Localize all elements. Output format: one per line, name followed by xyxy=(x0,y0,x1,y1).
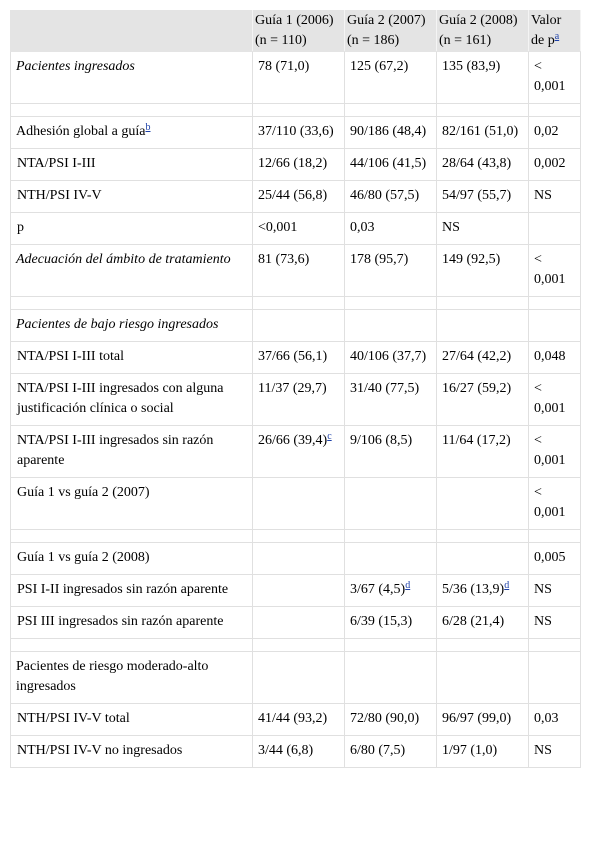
table-row xyxy=(11,149,581,181)
cell-guia1: 37/110 (33,6) xyxy=(253,117,345,149)
cell-guia2-2008: 16/27 (59,2) xyxy=(437,374,529,426)
cell-guia1: 3/44 (6,8) xyxy=(253,736,345,768)
row-label: p xyxy=(11,213,253,245)
header-row xyxy=(11,11,581,52)
cell-p-value: NS xyxy=(529,181,581,213)
row-label: NTH/PSI IV-V xyxy=(11,181,253,213)
cell-guia1: <0,001 xyxy=(253,213,345,245)
table-row xyxy=(11,426,581,478)
cell-p-value: 0,02 xyxy=(529,117,581,149)
section-row xyxy=(11,310,581,342)
footnote-a-link[interactable]: a xyxy=(554,31,560,42)
cell-guia1: 11/37 (29,7) xyxy=(253,374,345,426)
cell-guia2-2007: 9/106 (8,5) xyxy=(345,426,437,478)
cell-p-value: NS xyxy=(529,736,581,768)
cell-p-value: 0,002 xyxy=(529,149,581,181)
cell-guia2-2007: 90/186 (48,4) xyxy=(345,117,437,149)
header-guia2-2007: Guía 2 (2007) (n = 186) xyxy=(345,11,437,52)
row-label: Pacientes ingresados xyxy=(11,52,253,104)
cell-guia2-2008: NS xyxy=(437,213,529,245)
cell-guia2-2008: 149 (92,5) xyxy=(437,245,529,297)
row-label: Guía 1 vs guía 2 (2008) xyxy=(11,543,253,575)
table-row xyxy=(11,736,581,768)
cell-guia1: 41/44 (93,2) xyxy=(253,704,345,736)
cell-guia2-2007: 125 (67,2) xyxy=(345,52,437,104)
row-label: PSI III ingresados sin razón aparente xyxy=(11,607,253,639)
cell-guia2-2008: 96/97 (99,0) xyxy=(437,704,529,736)
footnote-c-link[interactable]: c xyxy=(327,431,332,442)
cell-p-value: 0,048 xyxy=(529,342,581,374)
cell-guia1: 37/66 (56,1) xyxy=(253,342,345,374)
footnote-d-link[interactable]: d xyxy=(405,580,411,591)
header-guia2-2008: Guía 2 (2008) (n = 161) xyxy=(437,11,529,52)
cell-p-value: < 0,001 xyxy=(529,245,581,297)
cell-guia2-2008: 11/64 (17,2) xyxy=(437,426,529,478)
cell-p-value: < 0,001 xyxy=(529,478,581,530)
section-heading: Pacientes de riesgo moderado-alto ingresados xyxy=(11,652,253,704)
cell-guia2-2008: 82/161 (51,0) xyxy=(437,117,529,149)
cell-guia1: 12/66 (18,2) xyxy=(253,149,345,181)
table-row xyxy=(11,374,581,426)
row-label: NTA/PSI I-III xyxy=(11,149,253,181)
cell-p-value: NS xyxy=(529,607,581,639)
spacer-row xyxy=(11,530,581,543)
row-label: PSI I-II ingresados sin razón aparente xyxy=(11,575,253,607)
table-row xyxy=(11,245,581,297)
cell-guia2-2008: 27/64 (42,2) xyxy=(437,342,529,374)
section-heading: Pacientes de bajo riesgo ingresados xyxy=(11,310,253,342)
section-row xyxy=(11,652,581,704)
table-row xyxy=(11,181,581,213)
header-p-value: Valor de $p^a$ xyxy=(529,11,581,52)
results-table xyxy=(10,10,581,768)
table-row xyxy=(11,543,581,575)
table-row xyxy=(11,607,581,639)
table-row xyxy=(11,704,581,736)
cell-p-value: < 0,001 xyxy=(529,426,581,478)
cell-guia2-2008: 6/28 (21,4) xyxy=(437,607,529,639)
cell-p-value: < 0,001 xyxy=(529,374,581,426)
cell-guia2-2007: 178 (95,7) xyxy=(345,245,437,297)
spacer-row xyxy=(11,297,581,310)
cell-guia2-2008: 1/97 (1,0) xyxy=(437,736,529,768)
row-label: Adhesión global a guía$^b$ xyxy=(11,117,253,149)
cell-guia2-2008: 54/97 (55,7) xyxy=(437,181,529,213)
row-label: NTA/PSI I-III ingresados sin razón aparente xyxy=(11,426,253,478)
cell-guia1: 25/44 (56,8) xyxy=(253,181,345,213)
footnote-b-link[interactable]: b xyxy=(145,122,151,133)
row-label: NTA/PSI I-III total xyxy=(11,342,253,374)
header-guia1: Guía 1 (2006) (n = 110) xyxy=(253,11,345,52)
cell-guia1: 78 (71,0) xyxy=(253,52,345,104)
cell-guia2-2008: 5/36 $(13,9)^d$ xyxy=(437,575,529,607)
table-row xyxy=(11,575,581,607)
cell-guia2-2007: 6/39 (15,3) xyxy=(345,607,437,639)
table-row xyxy=(11,342,581,374)
footnote-d-link[interactable]: d xyxy=(504,580,510,591)
cell-p-value: 0,03 xyxy=(529,704,581,736)
cell-p-value: < 0,001 xyxy=(529,52,581,104)
cell-guia2-2008: 28/64 (43,8) xyxy=(437,149,529,181)
cell-guia1: 81 (73,6) xyxy=(253,245,345,297)
table-row xyxy=(11,213,581,245)
cell-p-value xyxy=(529,213,581,245)
cell-guia2-2007: 40/106 (37,7) xyxy=(345,342,437,374)
cell-p-value: 0,005 xyxy=(529,543,581,575)
cell-guia2-2007: 31/40 (77,5) xyxy=(345,374,437,426)
row-label: NTH/PSI IV-V no ingresados xyxy=(11,736,253,768)
cell-guia1: 26/66 $(39,4)^c$ xyxy=(253,426,345,478)
cell-guia2-2007: 44/106 (41,5) xyxy=(345,149,437,181)
cell-guia2-2007: 0,03 xyxy=(345,213,437,245)
header-blank xyxy=(11,11,253,52)
cell-guia2-2008: 135 (83,9) xyxy=(437,52,529,104)
cell-guia2-2007: 3/67 $(4,5)^d$ xyxy=(345,575,437,607)
table-row xyxy=(11,117,581,149)
table-row xyxy=(11,52,581,104)
table-row xyxy=(11,478,581,530)
cell-guia2-2007: 46/80 (57,5) xyxy=(345,181,437,213)
cell-guia2-2007: 6/80 (7,5) xyxy=(345,736,437,768)
spacer-row xyxy=(11,639,581,652)
cell-p-value: NS xyxy=(529,575,581,607)
cell-guia2-2007: 72/80 (90,0) xyxy=(345,704,437,736)
row-label: NTA/PSI I-III ingresados con alguna justificación clínica o social xyxy=(11,374,253,426)
spacer-row xyxy=(11,104,581,117)
row-label: Guía 1 vs guía 2 (2007) xyxy=(11,478,253,530)
row-label: Adecuación del ámbito de tratamiento xyxy=(11,245,253,297)
row-label: NTH/PSI IV-V total xyxy=(11,704,253,736)
